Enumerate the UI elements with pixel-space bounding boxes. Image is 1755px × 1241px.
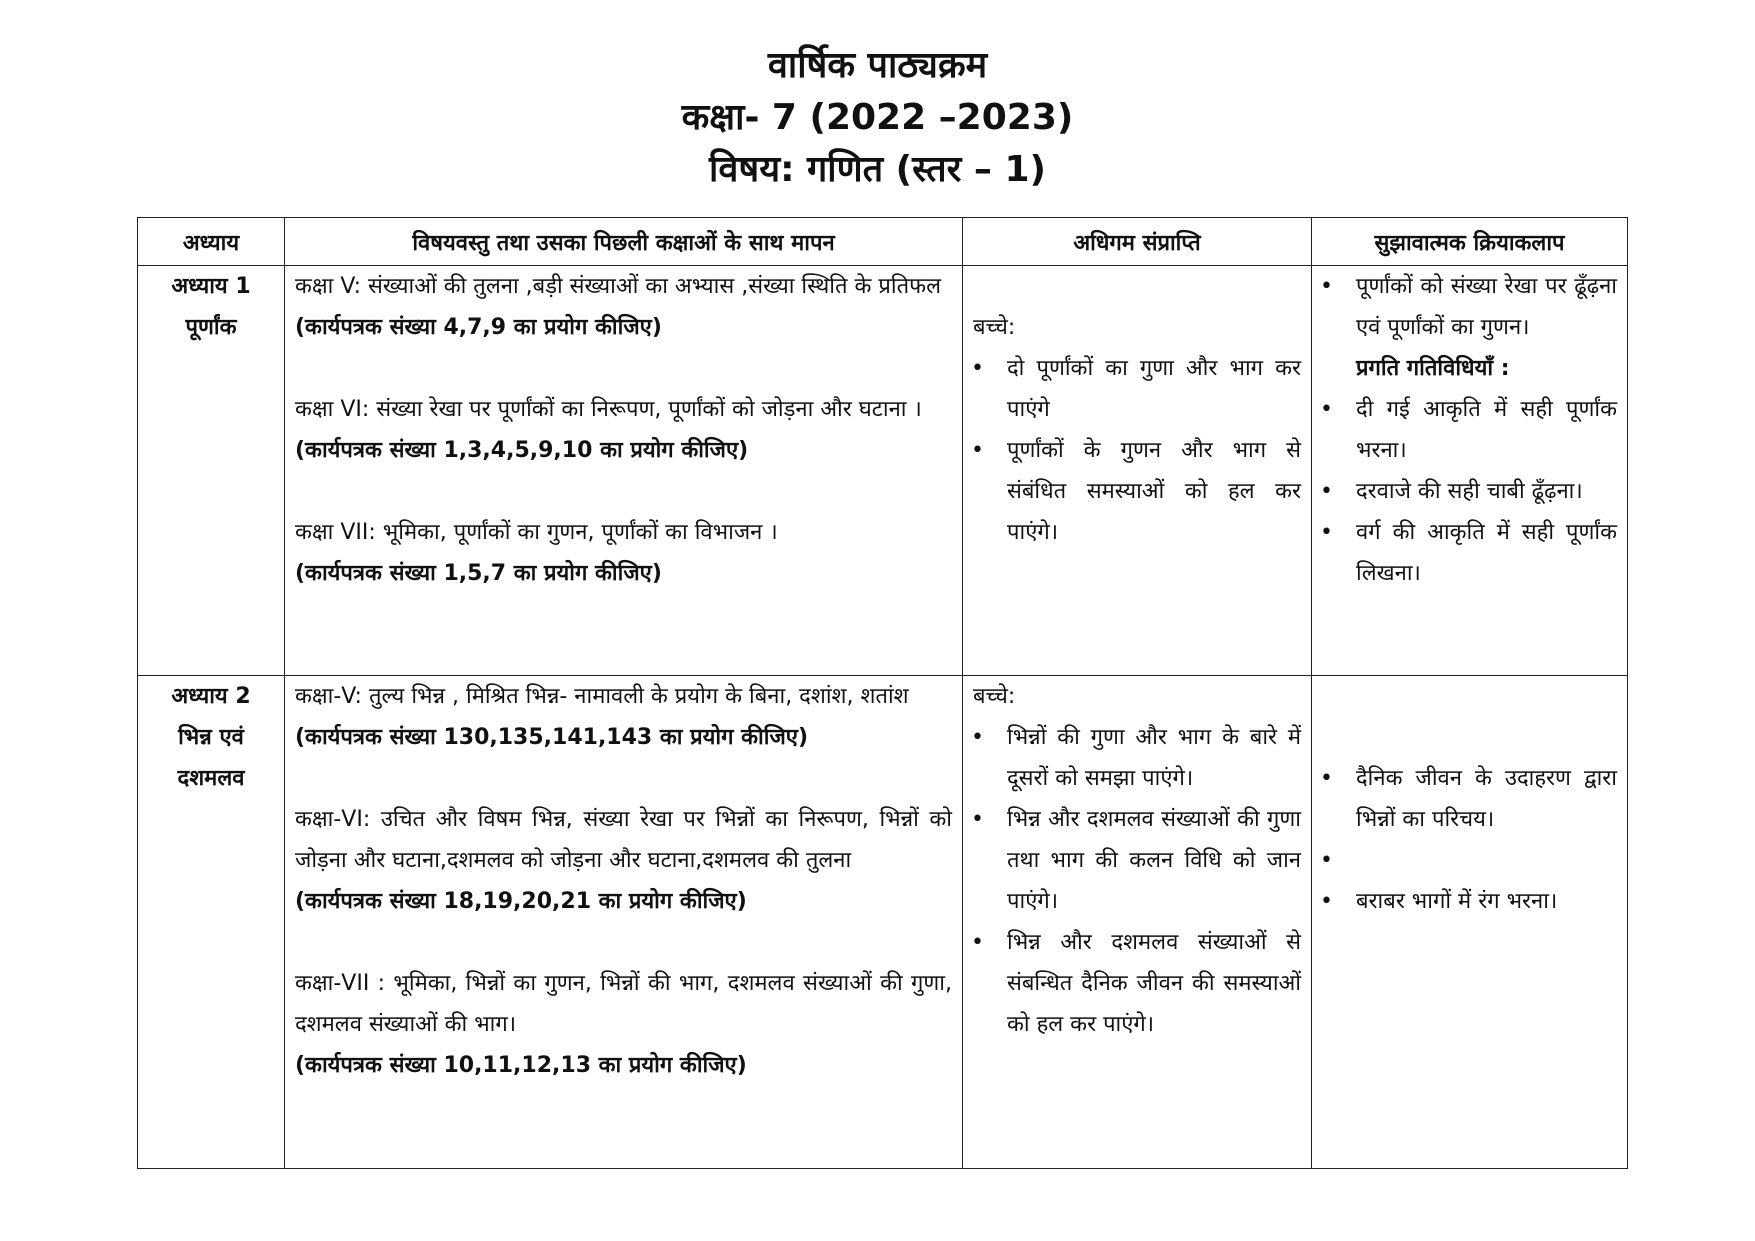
progress-activities-heading: प्रगति गतिविधियाँ : [1356, 356, 1510, 381]
worksheet-reference: (कार्यपत्रक संख्या 10,11,12,13 का प्रयोग कीजिए) [295, 1053, 747, 1078]
content-text: कक्षा VII: भूमिका, पूर्णांकों का गुणन, पूर्णांकों का विभाजन । [295, 520, 778, 545]
list-item: • भिन्न और दशमलव संख्याओं की गुणा तथा भाग की कलन विधि को जान पाएंगे। [973, 799, 1301, 922]
table-row [138, 676, 1628, 1169]
list-item: • दो पूर्णांकों का गुणा और भाग कर पाएंगे [973, 348, 1301, 430]
outcomes-intro: बच्चे: [973, 315, 1016, 340]
list-item: • भिन्नों की गुणा और भाग के बारे में दूसरों को समझा पाएंगे। [973, 717, 1301, 799]
outcomes-list [973, 717, 1301, 1045]
progress-activities-list [1322, 389, 1617, 594]
activities-list [1322, 266, 1617, 348]
activities-list [1322, 758, 1617, 922]
document-header [0, 40, 1755, 196]
list-spacer [1322, 840, 1617, 881]
content-cell [285, 676, 963, 1169]
list-item: • बराबर भागों में रंग भरना। [1322, 881, 1617, 922]
chapter-title: भिन्न एवं [178, 725, 244, 750]
activities-cell [1312, 676, 1628, 1169]
syllabus-table [137, 217, 1628, 1169]
chapter-cell [138, 676, 285, 1169]
worksheet-reference: (कार्यपत्रक संख्या 130,135,141,143 का प्रयोग कीजिए) [295, 725, 808, 750]
column-header-suggested-activities: सुझावात्मक क्रियाकलाप [1312, 218, 1628, 266]
table-header-row [138, 218, 1628, 266]
learning-outcomes-cell [963, 266, 1312, 676]
chapter-number: अध्याय 2 [171, 684, 251, 709]
worksheet-reference: (कार्यपत्रक संख्या 1,5,7 का प्रयोग कीजिए) [295, 561, 662, 586]
worksheet-reference: (कार्यपत्रक संख्या 1,3,4,5,9,10 का प्रयोग कीजिए) [295, 438, 749, 463]
activities-cell [1312, 266, 1628, 676]
worksheet-reference: (कार्यपत्रक संख्या 18,19,20,21 का प्रयोग कीजिए) [295, 889, 747, 914]
list-item: • पूर्णांकों को संख्या रेखा पर ढूँढ़ना एवं पूर्णांकों का गुणन। [1322, 266, 1617, 348]
outcomes-list [973, 348, 1301, 553]
content-text: कक्षा-VI: उचित और विषम भिन्न, संख्या रेखा पर भिन्नों का निरूपण, भिन्नों को जोड़ना और घटाना,दशमलव को जोड़ना और घटाना,दशमलव की तुलना [295, 807, 952, 873]
content-cell [285, 266, 963, 676]
table-row [138, 266, 1628, 676]
column-header-learning-outcomes: अधिगम संप्राप्ति [963, 218, 1312, 266]
column-header-content: विषयवस्तु तथा उसका पिछली कक्षाओं के साथ मापन [285, 218, 963, 266]
column-header-chapter: अध्याय [138, 218, 285, 266]
chapter-title: पूर्णांक [185, 315, 237, 340]
content-text: कक्षा VI: संख्या रेखा पर पूर्णांकों का निरूपण, पूर्णांकों को जोड़ना और घटाना । [295, 397, 922, 422]
content-text: कक्षा-VII : भूमिका, भिन्नों का गुणन, भिन्नों की भाग, दशमलव संख्याओं की गुणा, दशमलव संख्याओं की भाग। [295, 971, 952, 1037]
outcomes-intro: बच्चे: [973, 684, 1016, 709]
list-item: • भिन्न और दशमलव संख्याओं से संबन्धित दैनिक जीवन की समस्याओं को हल कर पाएंगे। [973, 922, 1301, 1045]
subject-line: विषय: गणित (स्तर – 1) [709, 149, 1046, 190]
chapter-number: अध्याय 1 [171, 274, 251, 299]
list-item: • दरवाजे की सही चाबी ढूँढ़ना। [1322, 471, 1617, 512]
content-text: कक्षा-V: तुल्य भिन्न , मिश्रित भिन्न- नामावली के प्रयोग के बिना, दशांश, शतांश [295, 684, 909, 709]
content-text: कक्षा V: संख्याओं की तुलना ,बड़ी संख्याओं का अभ्यास ,संख्या स्थिति के प्रतिफल [295, 274, 942, 299]
list-item: • वर्ग की आकृति में सही पूर्णांक लिखना। [1322, 512, 1617, 594]
worksheet-reference: (कार्यपत्रक संख्या 4,7,9 का प्रयोग कीजिए) [295, 315, 662, 340]
list-item: • दैनिक जीवन के उदाहरण द्वारा भिन्नों का परिचय। [1322, 758, 1617, 840]
document-title: वार्षिक पाठ्यक्रम [767, 45, 988, 86]
learning-outcomes-cell [963, 676, 1312, 1169]
class-year-line: कक्षा- 7 (2022 –2023) [681, 97, 1074, 138]
chapter-title-cont: दशमलव [177, 766, 245, 791]
list-item: • दी गई आकृति में सही पूर्णांक भरना। [1322, 389, 1617, 471]
chapter-cell [138, 266, 285, 676]
list-item: • पूर्णांकों के गुणन और भाग से संबंधित समस्याओं को हल कर पाएंगे। [973, 430, 1301, 553]
